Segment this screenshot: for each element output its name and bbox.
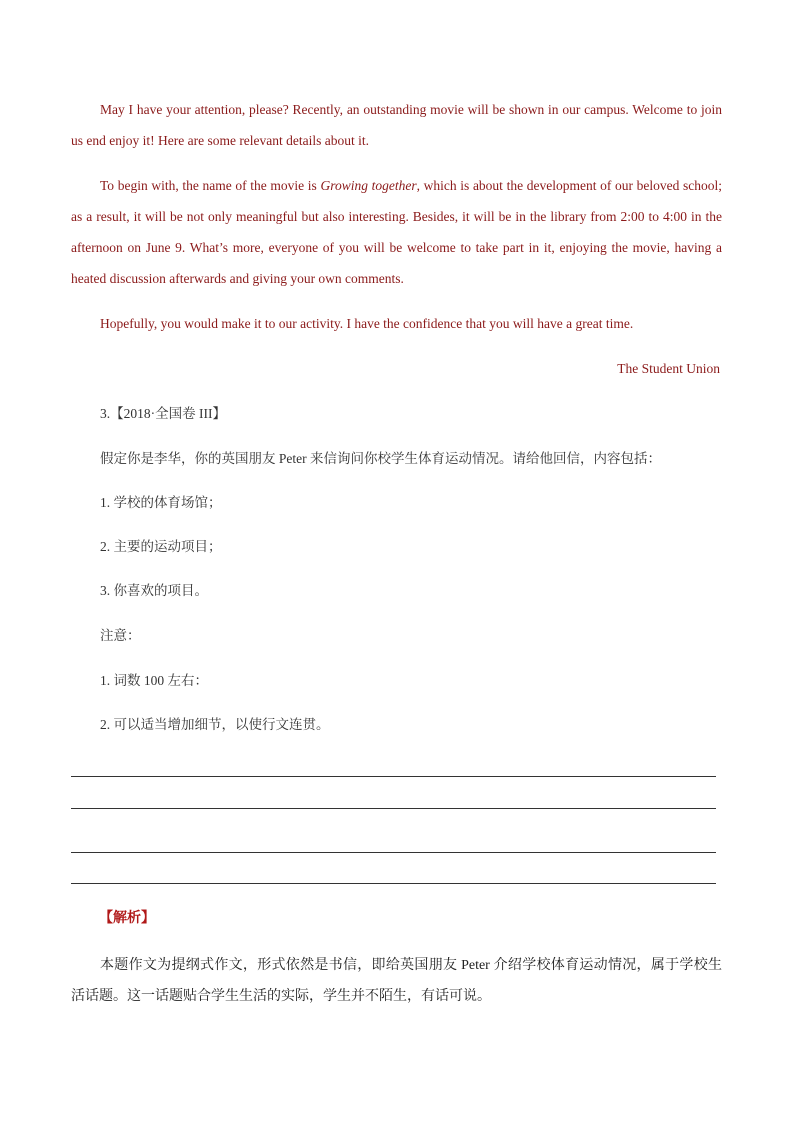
movie-title: Growing together bbox=[320, 178, 417, 193]
question-item-2: 2. 主要的运动项目； bbox=[100, 539, 222, 554]
letter-paragraph-3: Hopefully, you would make it to our activity. I have the confidence that you will have a great time. bbox=[100, 316, 634, 331]
question-item-1: 1. 学校的体育场馆； bbox=[100, 495, 222, 510]
note-item-1: 1. 词数 100 左右： bbox=[100, 673, 208, 688]
letter-paragraph-2-intro: To begin with, the name of the movie is bbox=[100, 178, 321, 193]
answer-line bbox=[71, 808, 716, 809]
question-item-3: 3. 你喜欢的项目。 bbox=[100, 583, 208, 598]
answer-line bbox=[71, 883, 716, 884]
letter-paragraph-1: May I have your attention, please? Recently, an outstanding movie will be shown in our campus. Welcome to join us end enjoy it! Here are some relevant details about it. bbox=[71, 102, 722, 148]
answer-line bbox=[71, 852, 716, 853]
letter-signature: The Student Union bbox=[617, 361, 720, 376]
analysis-title: 【解析】 bbox=[99, 911, 155, 926]
note-item-2: 2. 可以适当增加细节，以使行文连贯。 bbox=[100, 717, 330, 732]
notes-title: 注意： bbox=[100, 628, 141, 643]
question-prompt: 假定你是李华，你的英国朋友 Peter 来信询问你校学生体育运动情况。请给他回信，内容包括： bbox=[100, 451, 661, 466]
question-header: 3.【2018·全国卷 III】 bbox=[100, 406, 226, 421]
letter-paragraph-2 bbox=[71, 170, 722, 294]
letter-paragraph-2-body: , which is about the development of our beloved school; as a result, it will be not only meaningful but also interesting. Besides, it will be in the library from 2:00 to 4:00 in the afternoon on June 9. What’s more, everyone of you will be welcome to take part in it, enjoying the movie, having a heated discussion afterwards and giving your own comments. bbox=[71, 178, 723, 286]
answer-line bbox=[71, 776, 716, 777]
analysis-text: 本题作文为提纲式作文，形式依然是书信，即给英国朋友 Peter 介绍学校体育运动情况，属于学校生活话题。这一话题贴合学生生活的实际，学生并不陌生，有话可说。 bbox=[71, 958, 722, 1004]
